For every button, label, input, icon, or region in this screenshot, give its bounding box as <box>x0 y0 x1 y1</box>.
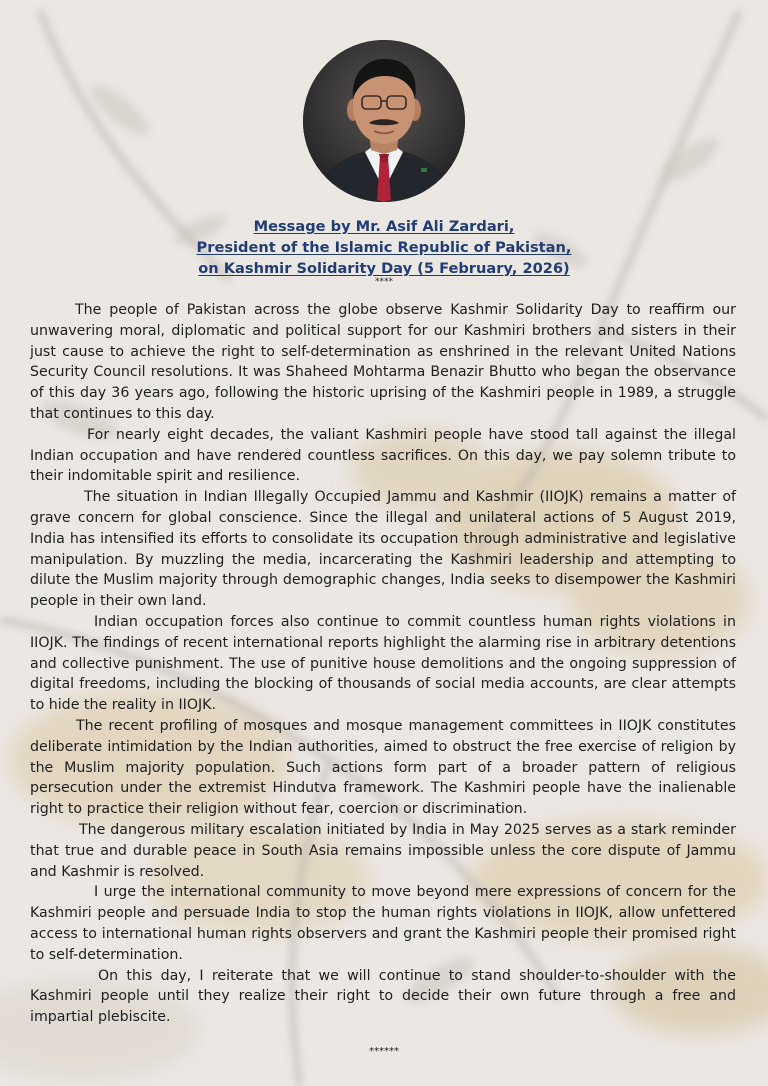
paragraph-7: I urge the international community to move beyond mere expressions of concern for the Kashmiri people and persuade India to stop the human rights violations in IIOJK, allow unfettered access to international human rights observers and grant the Kashmiri people their promised right to self-determination. <box>30 884 736 963</box>
title-line-2: President of the Islamic Republic of Pakistan, <box>196 239 572 256</box>
header-separator: **** <box>375 277 393 287</box>
paragraph-1: The people of Pakistan across the globe observe Kashmir Solidarity Day to reaffirm our unwavering moral, diplomatic and political support for our Kashmiri brothers and sisters in their just cause to achieve the right to self-determination as enshrined in the relevant United Nations Security Council resolutions. It was Shaheed Mohtarma Benazir Bhutto who began the observance of this day 36 years ago, following the historic uprising of the Kashmiri people in 1989, a struggle that continues to this day. <box>30 302 736 422</box>
paragraph-5: The recent profiling of mosques and mosque management committees in IIOJK constitutes deliberate intimidation by the Indian authorities, aimed to obstruct the free exercise of religion by the Muslim majority population. Such actions form part of a broader pattern of religious persecution under the extremist Hindutva framework. The Kashmiri people have the inalienable right to practice their religion without fear, coercion or discrimination. <box>30 717 736 818</box>
paragraph-4: Indian occupation forces also continue to commit countless human rights violations in IIOJK. The findings of recent international reports highlight the alarming rise in arbitrary detentions and collective punishment. The use of punitive house demolitions and the ongoing suppression of digital freedoms, including the blocking of thousands of social media accounts, are clear attempts to hide the reality in IIOJK. <box>30 613 736 714</box>
paragraph-8: On this day, I reiterate that we will continue to stand shoulder-to-shoulder with the Kashmiri people until they realize their right to decide their own future through a free and impartial plebiscite. <box>30 967 736 1026</box>
title-line-3: on Kashmir Solidarity Day (5 February, 2026) <box>198 260 570 277</box>
title-line-1: Message by Mr. Asif Ali Zardari, <box>253 218 515 235</box>
message-body <box>30 300 736 1028</box>
paragraph-3: The situation in Indian Illegally Occupied Jammu and Kashmir (IIOJK) remains a matter of grave concern for global conscience. Since the illegal and unilateral actions of 5 August 2019, India has intensified its efforts to consolidate its occupation through administrative and legislative manipulation. By muzzling the media, incarcerating the Kashmiri leadership and attempting to dilute the Muslim majority through demographic changes, India seeks to disempower the Kashmiri people in their own land. <box>30 489 736 610</box>
president-portrait <box>303 40 465 202</box>
footer-separator: ****** <box>369 1046 399 1057</box>
paragraph-2: For nearly eight decades, the valiant Kashmiri people have stood tall against the illegal Indian occupation and have rendered countless sacrifices. On this day, we pay solemn tribute to their indomitable spirit and resilience. <box>30 426 736 485</box>
paragraph-6: The dangerous military escalation initiated by India in May 2025 serves as a stark reminder that true and durable peace in South Asia remains impossible unless the core dispute of Jammu and Kashmir is resolved. <box>30 821 736 880</box>
message-header <box>0 216 768 287</box>
portrait-photo <box>303 40 465 202</box>
